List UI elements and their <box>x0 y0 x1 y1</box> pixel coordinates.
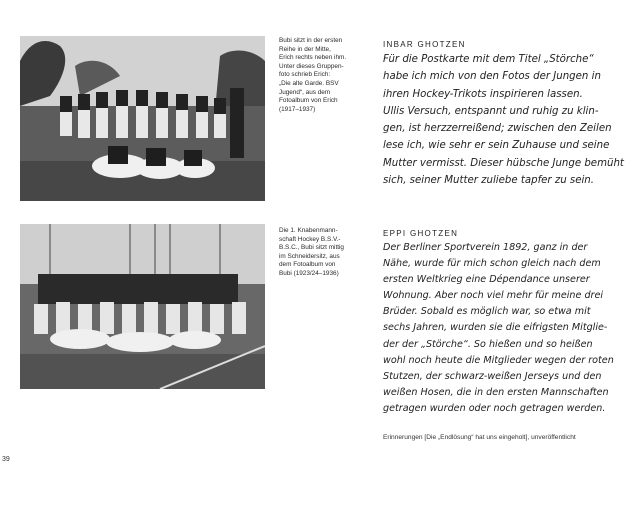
caption-line: Fotoalbum von Erich <box>279 97 338 105</box>
text-line: getragen wurden oder noch getragen werden. <box>383 402 606 414</box>
source-note: Erinnerungen [Die „Endlösung“ hat uns eingeholt], unveröffentlicht <box>383 434 576 441</box>
text-line: habe ich mich von den Fotos der Jungen in <box>383 71 601 83</box>
caption-line: im Schneidersitz, aus <box>279 252 340 260</box>
text-line: wohl noch heute die Mitglieder wegen der roten <box>383 354 614 366</box>
text-line: Nähe, wurde für mich schon gleich nach dem <box>383 258 601 270</box>
caption-line: Erich rechts neben ihm. <box>279 54 347 62</box>
text-line: gen, ist herzzerreißend; zwischen den Zeilen <box>383 123 612 135</box>
caption-line: Reihe in der Mitte, <box>279 45 331 53</box>
caption-line: Bubi (1923/24–1936) <box>279 269 339 277</box>
text-line: sechs Jahren, wurden sie die eifrigsten Mitglie- <box>383 322 608 334</box>
text-line: Mutter vermisst. Dieser hübsche Junge bemüht <box>383 157 624 169</box>
text-line: ersten Weltkrieg eine Dépendance unserer <box>383 274 590 286</box>
caption-line: schaft Hockey B.S.V.- <box>279 235 341 243</box>
text-line: sich, seiner Mutter zuliebe tapfer zu sein. <box>383 175 594 187</box>
text-line: Brüder. Sobald es möglich war, so etwa mit <box>383 306 591 318</box>
caption-line: (1917–1937) <box>279 105 316 113</box>
caption-second <box>279 227 344 279</box>
team-photo-2 <box>20 224 265 389</box>
text-line: ihren Hockey-Trikots inspirieren lassen. <box>383 88 583 100</box>
text-line: Ullis Versuch, entspannt und ruhig zu klin- <box>383 105 599 117</box>
page-number: 39 <box>2 456 10 463</box>
text-line: der der „Störche“. So hießen und so heißen <box>383 338 593 350</box>
text-line: Für die Postkarte mit dem Titel „Störche“ <box>383 54 594 65</box>
caption-line: dem Fotoalbum von <box>279 261 336 269</box>
heading-eppi: EPPI GHOTZEN <box>383 229 459 238</box>
heading-inbar: INBAR GHOTZEN <box>383 40 466 49</box>
text-line: Stutzen, der schwarz-weißen Jerseys und den <box>383 370 602 382</box>
caption-line: Unter dieses Gruppen- <box>279 62 344 70</box>
team-photo-1 <box>20 36 265 201</box>
caption-line: Die 1. Knabenmann- <box>279 227 338 234</box>
text-line: Der Berliner Sportverein 1892, ganz in der <box>383 242 588 253</box>
caption-line: foto schrieb Erich: <box>279 71 331 79</box>
caption-line: Bubi sitzt in der ersten <box>279 37 343 44</box>
text-line: weißen Hosen, die in den ersten Mannschaften <box>383 386 609 398</box>
caption-line: B.S.C., Bubi sitzt mittig <box>279 244 344 252</box>
text-inbar <box>383 51 628 189</box>
caption-line: „Die alte Garde. BSV <box>279 79 339 87</box>
caption-line: Jugend“, aus dem <box>279 88 331 96</box>
text-line: lese ich, wie sehr er sein Zuhause und seine <box>383 140 610 152</box>
text-line: Wohnung. Aber noch viel mehr für meine drei <box>383 290 604 302</box>
text-eppi <box>383 240 628 417</box>
caption-first <box>279 37 346 114</box>
